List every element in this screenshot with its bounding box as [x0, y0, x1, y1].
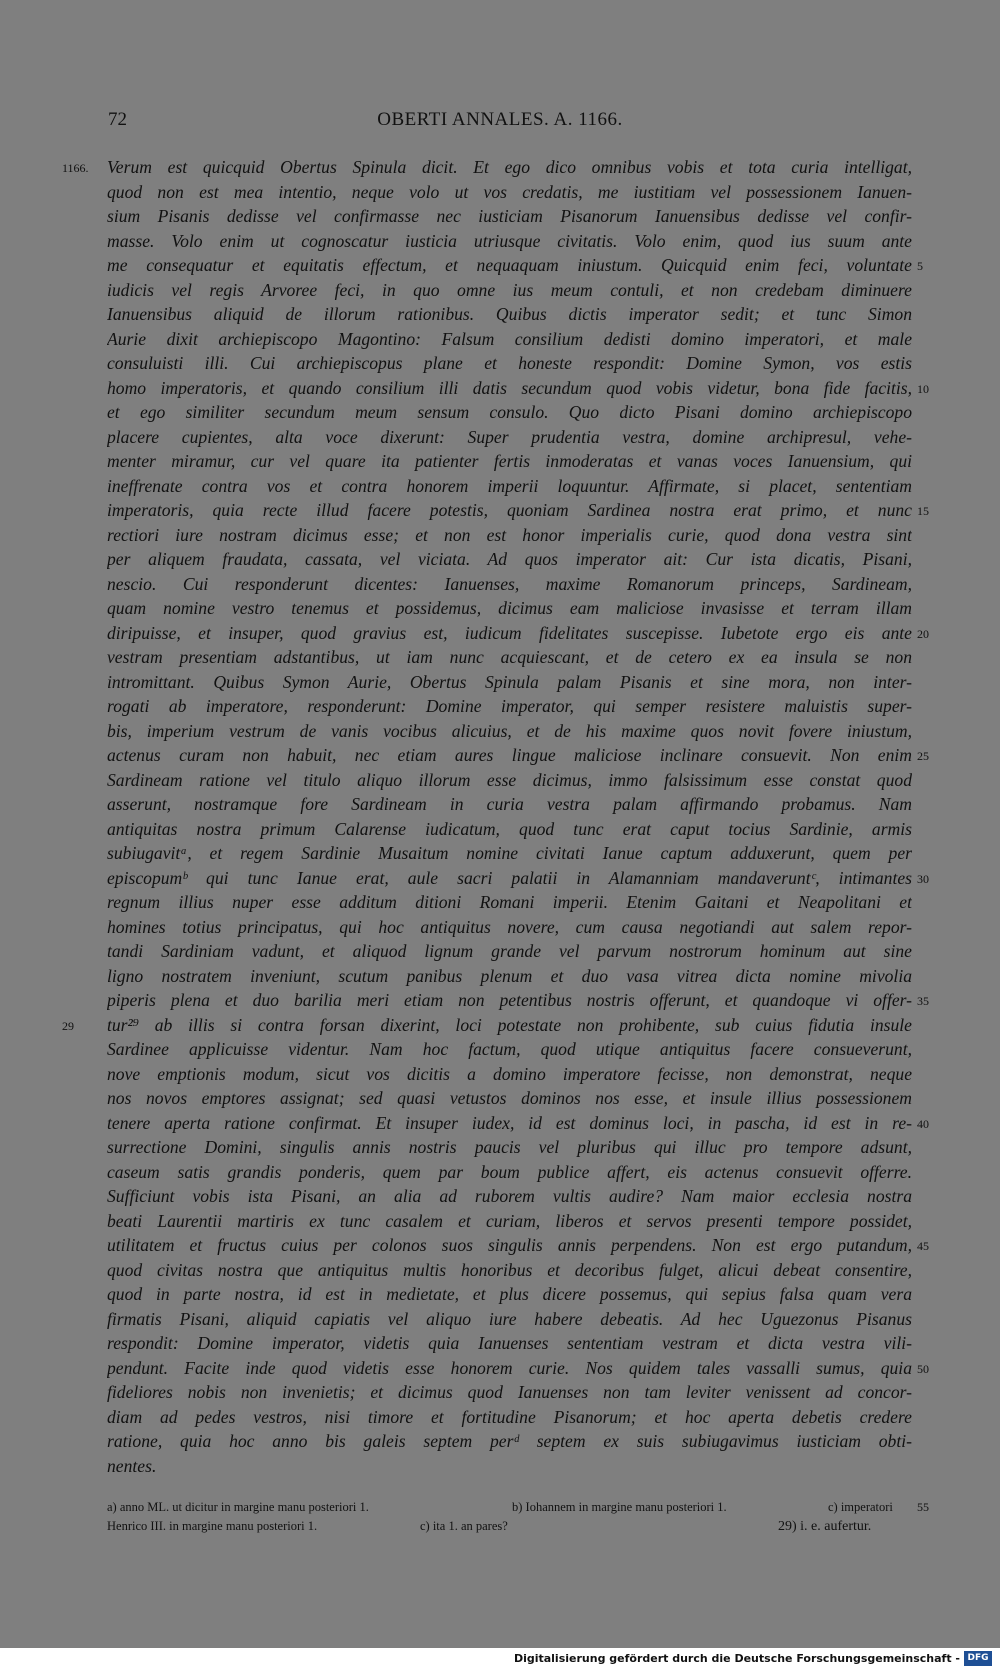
- line-text: ligno nostratem inveniunt, scutum panibus plenum et duo vasa vitrea dicta nomine mivolia: [107, 965, 912, 986]
- line-number: 30: [917, 871, 929, 886]
- text-line: [0, 253, 1000, 278]
- text-line: [0, 400, 1000, 425]
- text-line: [0, 596, 1000, 621]
- line-number: 15: [917, 504, 929, 518]
- funding-notice: Digitalisierung gefördert durch die Deutsche Forschungsgemeinschaft -: [513, 1652, 960, 1665]
- line-text: asserunt, nostramque fore Sardineam in curia vestra palam affirmando probamus. Nam: [107, 794, 912, 814]
- text-line: [0, 1331, 1000, 1356]
- text-line: [0, 939, 1000, 964]
- text-line: [0, 155, 1000, 180]
- body-text: [0, 155, 1000, 1478]
- text-line: [0, 1233, 1000, 1258]
- line-number: 25: [917, 749, 929, 763]
- margin-note: 29: [62, 1018, 74, 1033]
- line-text: imperatoris, quia recte illud facere potestis, quoniam Sardinea nostra erat primo, et nunc: [107, 500, 912, 520]
- line-text: diam ad pedes vestros, nisi timore et fortitudine Pisanorum; et hoc aperta debetis credere: [107, 1406, 912, 1427]
- text-line: [0, 1380, 1000, 1405]
- text-line: [0, 351, 1000, 376]
- text-line: [0, 327, 1000, 352]
- text-line: [0, 743, 1000, 768]
- line-number: 5: [917, 259, 923, 273]
- line-text: quam nomine vestro tenemus et possidemus, dicimus eam maliciose invasisse et terram illam: [107, 598, 912, 618]
- text-line: [0, 302, 1000, 327]
- text-line: [0, 474, 1000, 499]
- text-line: [0, 1356, 1000, 1381]
- text-line: [0, 792, 1000, 817]
- line-text: rogati ab imperatore, responderunt: Domine imperator, qui semper resistere maluistis super-: [107, 696, 912, 716]
- text-line: [0, 1135, 1000, 1160]
- line-text: rectiori iure nostram dicimus esse; et non est honor imperialis curie, quod dona vestra sint: [107, 524, 912, 545]
- text-line: [0, 498, 1000, 523]
- line-text: pendunt. Facite inde quod videtis esse honorem curie. Nos quidem tales vassalli sumus, quia: [107, 1357, 912, 1378]
- line-text: intromittant. Quibus Symon Aurie, Obertus Spinula palam Pisanis et sine mora, non inter-: [107, 671, 912, 692]
- line-text: Sardineam ratione vel titulo aliquo illorum esse dicimus, immo falsissimum esse constat quod: [107, 769, 912, 790]
- line-text: nescio. Cui responderunt dicentes: Ianuenses, maxime Romanorum princeps, Sardineam,: [107, 573, 912, 594]
- line-text: tandi Sardiniam vadunt, et aliquod lignum grande vel parvum nostrorum hominum aut sine: [107, 941, 912, 961]
- line-text: regnum illius nuper esse additum ditioni Romani imperii. Etenim Gaitani et Neapolitani et: [107, 892, 912, 912]
- line-text: iudicis vel regis Arvoree feci, in quo omne ius meum contuli, et non credebam diminuere: [107, 279, 912, 300]
- text-line: [0, 1258, 1000, 1283]
- line-number: 55: [917, 1500, 929, 1514]
- text-line: [0, 694, 1000, 719]
- line-text: caseum satis grandis ponderis, quem par boum publice affert, eis actenus consuevit offerre.: [107, 1161, 912, 1182]
- text-line: [0, 1013, 1000, 1038]
- text-line: [0, 866, 1000, 891]
- line-number: 20: [917, 626, 929, 641]
- text-line: [0, 1282, 1000, 1307]
- line-text: me consequatur et equitatis effectum, et nequaquam iniustum. Quicquid enim feci, voluntate: [107, 255, 912, 275]
- line-text: ratione, quia hoc anno bis galeis septem perᵈ septem ex suis subiugavimus iusticiam obti-: [107, 1431, 912, 1451]
- text-line: [0, 817, 1000, 842]
- text-line: [0, 376, 1000, 401]
- text-line: [0, 547, 1000, 572]
- page-number: 72: [108, 109, 127, 130]
- text-line: [0, 1184, 1000, 1209]
- text-line: [0, 229, 1000, 254]
- margin-note: 1166.: [62, 161, 89, 175]
- line-number: 50: [917, 1361, 929, 1376]
- line-text: homines totius principatus, qui hoc antiquitus novere, cum causa negotiandi aut salem repor-: [107, 916, 912, 937]
- line-text: bis, imperium vestrum de vanis vocibus alicuius, et de his maxime quos novit fovere iniustum,: [107, 720, 912, 741]
- line-text: vestram presentiam adstantibus, ut iam nunc acquiescant, et de cetero ex ea insula se non: [107, 647, 912, 667]
- line-text: nove emptionis modum, sicut vos dicitis a domino imperatore fecisse, non demonstrat, neque: [107, 1063, 912, 1084]
- text-line: [0, 1454, 1000, 1479]
- text-line: [0, 278, 1000, 303]
- footnote-b: b) Iohannem in margine manu posteriori 1.: [512, 1500, 727, 1514]
- line-text: homo imperatoris, et quando consilium illi datis secundum quod vobis videtur, bona fide facitis,: [107, 377, 912, 398]
- line-number: 45: [917, 1239, 929, 1253]
- footnote-a: a) anno ML. ut dicitur in margine manu posteriori 1.: [107, 1500, 369, 1514]
- footnote-c2: c) ita 1. an pares?: [420, 1519, 508, 1533]
- line-text: respondit: Domine imperator, videtis quia Ianuenses sententiam vestram et dicta vestra vili-: [107, 1333, 912, 1353]
- text-line: [0, 1307, 1000, 1332]
- footnote-a-cont: Henrico III. in margine manu posteriori 1.: [107, 1519, 318, 1533]
- line-text: fideliores nobis non invenietis; et dicimus quod Ianuenses non tam leviter venissent ad concor-: [107, 1382, 912, 1402]
- line-text: surrectione Domini, singulis annis nostris paucis vel pluribus qui illuc pro tempore adsunt,: [107, 1137, 912, 1157]
- line-text: quod civitas nostra que antiquitus multis honoribus et decoribus fulget, alicui debeat consentire,: [107, 1259, 912, 1280]
- text-line: [0, 1209, 1000, 1234]
- line-text: Ianuensibus aliquid de illorum rationibus. Quibus dictis imperator sedit; et tunc Simon: [107, 304, 912, 324]
- footnote-line: [0, 1517, 1000, 1536]
- text-line: [0, 204, 1000, 229]
- text-line: [0, 915, 1000, 940]
- line-number: 10: [917, 381, 929, 396]
- line-text: consuluisti illi. Cui archiepiscopus plane et honeste respondit: Domine Symon, vos estis: [107, 353, 912, 373]
- line-number: 35: [917, 994, 929, 1008]
- line-text: nos novos emptores assignat; sed quasi vetustos dominos nos esse, et insule illius possessionem: [107, 1088, 912, 1108]
- running-head: OBERTI ANNALES. A. 1166.: [377, 109, 623, 130]
- text-line: [0, 670, 1000, 695]
- line-text: firmatis Pisani, aliquid capiatis vel aliquo iure habere debeatis. Ad hec Uguezonus Pisanus: [107, 1308, 912, 1329]
- text-line: [0, 964, 1000, 989]
- text-line: [0, 1062, 1000, 1087]
- text-line: [0, 719, 1000, 744]
- line-text: quod non est mea intentio, neque volo ut vos credatis, me iustitiam vel possessionem Ianuen-: [107, 181, 912, 202]
- line-text: antiquitas nostra primum Calarense iudicatum, quod tunc erat caput tocius Sardinie, armis: [107, 818, 912, 839]
- footer-bar: [0, 1648, 1000, 1670]
- text-line: [0, 1037, 1000, 1062]
- text-line: [0, 1429, 1000, 1454]
- line-text: sium Pisanis dedisse vel confirmasse nec iusticiam Pisanorum Ianuensibus dedisse vel confir-: [107, 206, 912, 226]
- line-text: nentes.: [107, 1455, 157, 1476]
- line-text: Sardinee applicuisse videntur. Nam hoc factum, quod utique antiquitus facere consueverunt,: [107, 1039, 912, 1059]
- page-header: [0, 109, 1000, 139]
- line-text: subiugavitᵃ, et regem Sardinie Musaitum nomine civitati Ianue captum adduxerunt, quem per: [107, 843, 912, 863]
- line-text: Aurie dixit archiepiscopo Magontino: Falsum consilium dedisti domino imperatori, et male: [107, 328, 912, 349]
- footnotes: [0, 1498, 1000, 1536]
- text-line: [0, 841, 1000, 866]
- line-text: masse. Volo enim ut cognoscatur iusticia utriusque civitatis. Volo enim, quod ius suum ante: [107, 230, 912, 251]
- text-line: [0, 890, 1000, 915]
- line-text: tenere aperta ratione confirmat. Et insuper iudex, id est dominus loci, in pascha, id est in re-: [107, 1112, 912, 1133]
- text-line: [0, 180, 1000, 205]
- line-text: ineffrenate contra vos et contra honorem imperii loquuntur. Affirmate, si placet, sententiam: [107, 475, 912, 496]
- text-line: [0, 1160, 1000, 1185]
- dfg-logo: DFG: [964, 1651, 992, 1666]
- line-text: Verum est quicquid Obertus Spinula dicit. Et ego dico omnibus vobis et tota curia intelligat,: [107, 157, 912, 177]
- footnote-c: c) imperatori: [828, 1500, 893, 1514]
- text-line: [0, 1405, 1000, 1430]
- line-text: actenus curam non habuit, nec etiam aures lingue maliciose inclinare consuevit. Non enim: [107, 745, 912, 765]
- footnote-29: 29) i. e. aufertur.: [778, 1519, 872, 1534]
- line-text: placere cupientes, alta voce dixerunt: Super prudentia vestra, domine archipresul, vehe-: [107, 426, 912, 447]
- text-line: [0, 1111, 1000, 1136]
- line-text: Sufficiunt vobis ista Pisani, an alia ad ruborem vultis audire? Nam maior ecclesia nostra: [107, 1186, 912, 1206]
- line-text: beati Laurentii martiris ex tunc casalem et curiam, liberos et servos presenti tempore possidet,: [107, 1210, 912, 1231]
- text-line: [0, 523, 1000, 548]
- line-text: utilitatem et fructus cuius per colonos suos singulis annis perpendens. Non est ergo putandum,: [107, 1235, 912, 1255]
- footnote-line: [0, 1498, 1000, 1517]
- text-line: [0, 988, 1000, 1013]
- line-text: per aliquem fraudata, cassata, vel viciata. Ad quos imperator ait: Cur ista dicatis, Pisani,: [107, 549, 912, 569]
- text-line: [0, 572, 1000, 597]
- line-text: menter miramur, cur vel quare ita patienter fertis inmoderatas et vanas voces Ianuensium, qui: [107, 451, 912, 471]
- line-text: episcopumᵇ qui tunc Ianue erat, aule sacri palatii in Alamanniam mandaveruntᶜ, intimantes: [107, 867, 912, 888]
- line-text: diripuisse, et insuper, quod gravius est, iudicum fidelitates suscepisse. Iubetote ergo eis ante: [107, 622, 912, 643]
- line-text: quod in parte nostra, id est in medietate, et plus dicere possemus, qui sepius falsa quam vera: [107, 1284, 912, 1304]
- text-line: [0, 768, 1000, 793]
- line-number: 40: [917, 1116, 929, 1131]
- text-line: [0, 645, 1000, 670]
- text-line: [0, 425, 1000, 450]
- text-line: [0, 449, 1000, 474]
- line-text: et ego similiter secundum meum sensum consulo. Quo dicto Pisani domino archiepiscopo: [107, 402, 912, 422]
- text-line: [0, 621, 1000, 646]
- line-text: piperis plena et duo barilia meri etiam non petentibus nostris offerunt, et quandoque vi offer-: [107, 990, 912, 1010]
- line-text: tur²⁹ ab illis si contra forsan dixerint, loci potestate non prohibente, sub cuius fidutia insule: [107, 1014, 912, 1035]
- text-line: [0, 1086, 1000, 1111]
